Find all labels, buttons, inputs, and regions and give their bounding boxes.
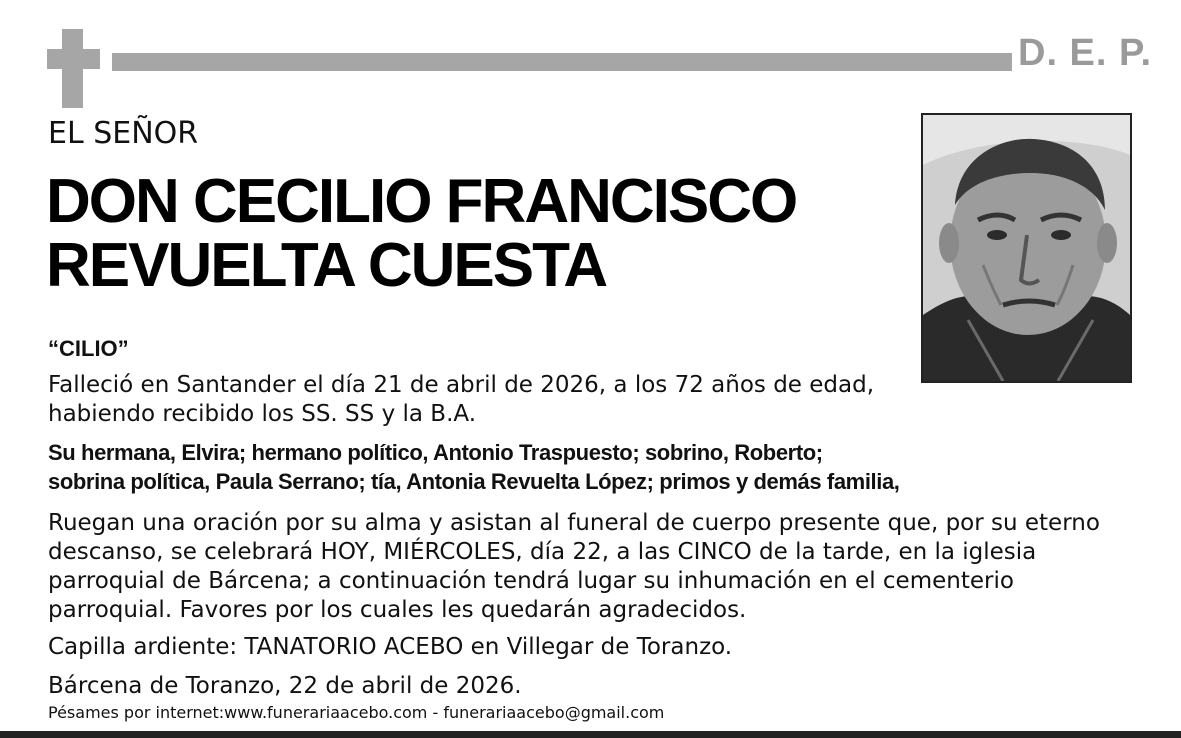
death-line-2: habiendo recibido los SS. SS y la B.A. — [48, 401, 477, 427]
funeral-line-3: parroquial de Bárcena; a continuación tendrá lugar su inhumación en el cementerio — [48, 568, 1014, 594]
funeral-line-1: Ruegan una oración por su alma y asistan al funeral de cuerpo presente que, por su eterno — [48, 510, 1100, 536]
cross-icon-horizontal — [47, 49, 100, 69]
header-rule — [112, 53, 1012, 71]
portrait-photo — [921, 113, 1132, 383]
portrait-icon — [923, 115, 1130, 381]
name-line-2: REVUELTA CUESTA — [46, 231, 607, 300]
funeral-details — [48, 509, 1100, 625]
name-line-1: DON CECILIO FRANCISCO — [46, 167, 797, 236]
chapel-info: Capilla ardiente: TANATORIO ACEBO en Villegar de Toranzo. — [48, 634, 733, 660]
deceased-name — [46, 167, 797, 300]
nickname: “CILIO” — [48, 336, 129, 361]
family-line-2: sobrina política, Paula Serrano; tía, Antonia Revuelta López; primos y demás familia, — [48, 469, 900, 494]
family-list — [48, 438, 900, 496]
dep-heading: D. E. P. — [1018, 32, 1153, 74]
death-line-1: Falleció en Santander el día 21 de abril de 2026, a los 72 años de edad, — [48, 372, 875, 398]
funeral-line-2: descanso, se celebrará HOY, MIÉRCOLES, día 22, a las CINCO de la tarde, en la iglesia — [48, 539, 1037, 565]
death-announcement — [48, 371, 874, 429]
place-date: Bárcena de Toranzo, 22 de abril de 2026. — [48, 673, 522, 699]
honorific: EL SEÑOR — [48, 116, 199, 151]
family-line-1: Su hermana, Elvira; hermano político, Antonio Traspuesto; sobrino, Roberto; — [48, 440, 823, 465]
funeral-line-4: parroquial. Favores por los cuales les quedarán agradecidos. — [48, 597, 747, 623]
bottom-border — [0, 731, 1181, 738]
condolences-footer: Pésames por internet:www.funerariaacebo.com - funerariaacebo@gmail.com — [48, 703, 665, 722]
